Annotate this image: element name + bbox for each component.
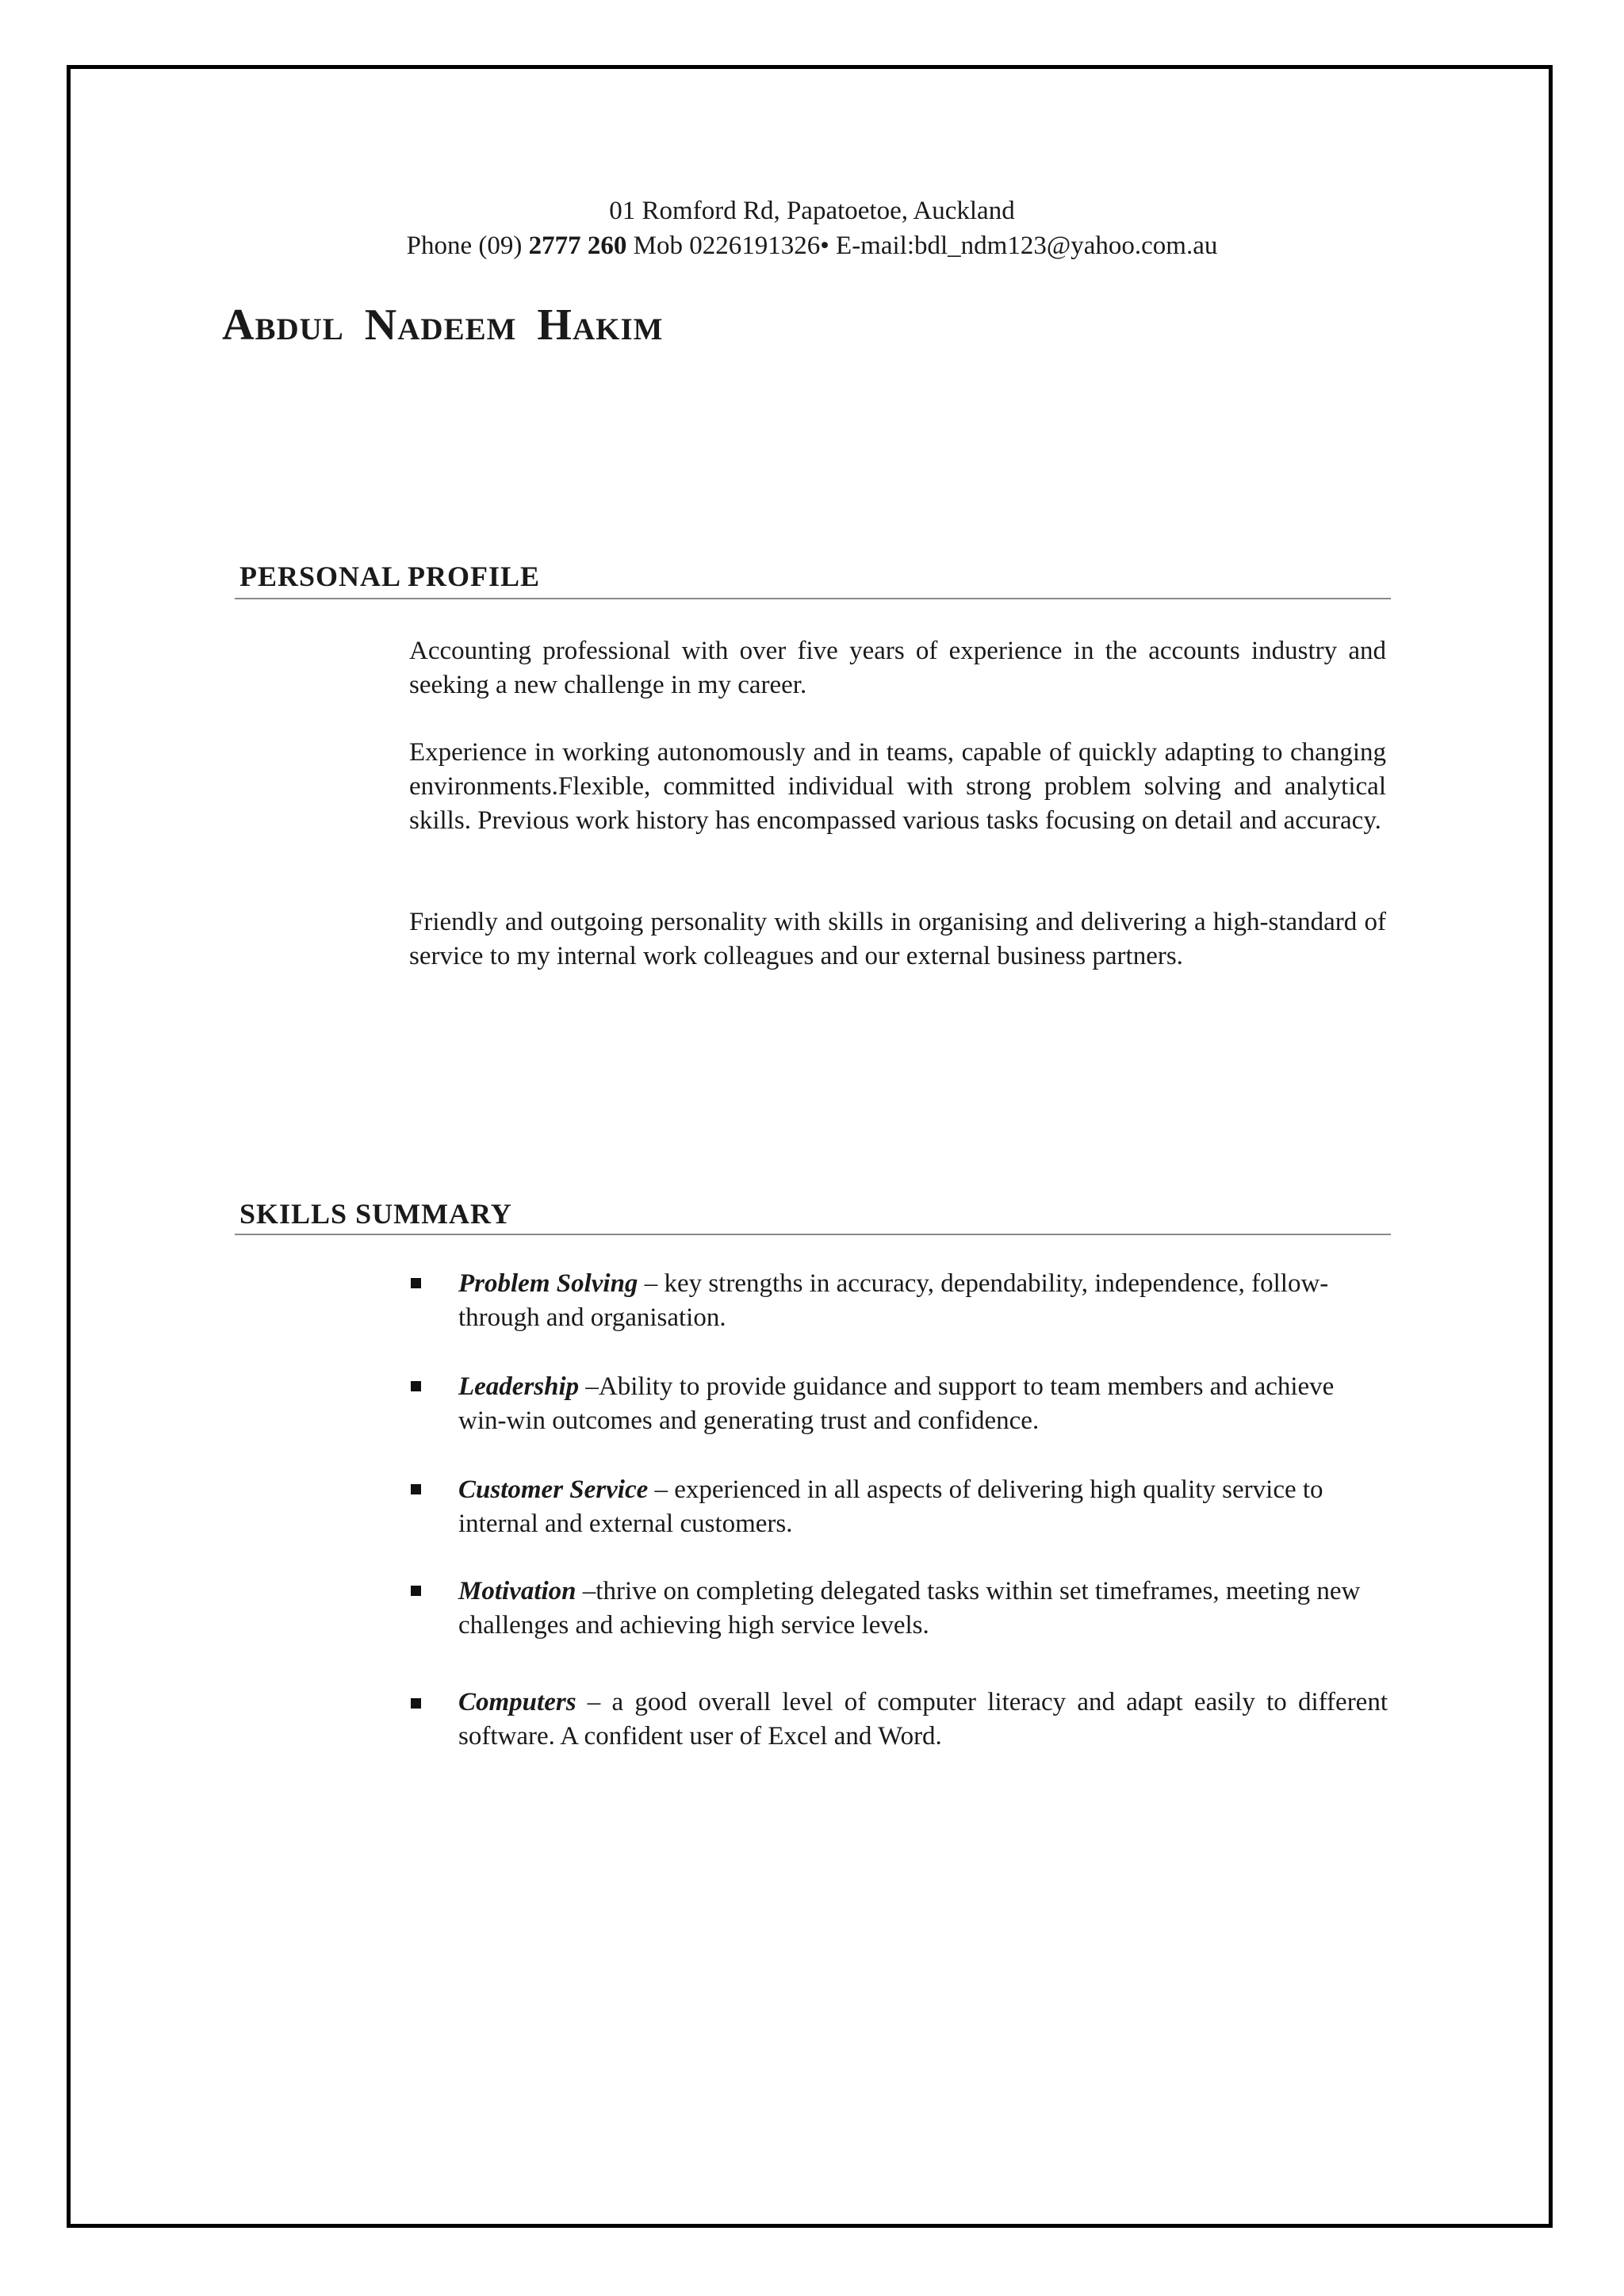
name-first: Abdul: [222, 300, 344, 350]
candidate-name: [222, 300, 663, 350]
skill-term: Problem Solving: [458, 1269, 638, 1298]
personal-profile-rule: [235, 598, 1391, 599]
profile-paragraph-3: Friendly and outgoing personality with skills in organising and delivering a high-standard of service to my internal work colleagues and our external business partners.: [409, 908, 1386, 970]
bullet-icon: [411, 1381, 421, 1391]
skill-description: – experienced in all aspects of delivering high quality service to internal and external customers.: [458, 1475, 1323, 1538]
skill-item-motivation: [458, 1575, 1388, 1643]
skill-item-computers: [458, 1686, 1388, 1754]
address-line: 01 Romford Rd, Papatoetoe, Auckland: [609, 197, 1015, 225]
profile-paragraph-1: Accounting professional with over five years of experience in the accounts industry and seeking a new challenge in my career.: [409, 637, 1386, 699]
skill-term: Motivation: [458, 1577, 576, 1605]
phone-number: 2777 260: [528, 232, 627, 260]
page-border: [67, 65, 1553, 2228]
contact-line: [0, 228, 1624, 263]
bullet-icon: [411, 1484, 421, 1494]
personal-profile-heading: PERSONAL PROFILE: [239, 561, 541, 592]
skill-description: – key strengths in accuracy, dependability, independence, follow-through and organisation.: [458, 1269, 1329, 1332]
mobile-email: Mob 0226191326• E-mail:bdl_ndm123@yahoo.com.au: [626, 232, 1218, 260]
skill-item-leadership: [458, 1370, 1388, 1438]
bullet-icon: [411, 1586, 421, 1596]
bullet-icon: [411, 1698, 421, 1709]
skill-term: Customer Service: [458, 1475, 649, 1504]
name-last: Hakim: [537, 300, 664, 350]
skill-term: Leadership: [458, 1372, 580, 1401]
name-middle: Nadeem: [364, 300, 517, 350]
profile-paragraph-2: Experience in working autonomously and in teams, capable of quickly adapting to changing environments.Flexible, committed individual with strong problem solving and analytical skills. Previous work history has encompassed various tasks focusing on detail and accuracy.: [409, 738, 1386, 835]
skill-description: – a good overall level of computer literacy and adapt easily to different software. A confident user of Excel and Word.: [458, 1688, 1388, 1751]
skill-item-problem-solving: [458, 1267, 1388, 1335]
skill-item-customer-service: [458, 1473, 1388, 1541]
skills-summary-heading: SKILLS SUMMARY: [239, 1198, 512, 1230]
skills-summary-rule: [235, 1234, 1391, 1235]
skill-term: Computers: [458, 1688, 576, 1716]
skill-description: –Ability to provide guidance and support to team members and achieve win-win outcomes and generating trust and confidence.: [458, 1372, 1335, 1435]
phone-label: Phone (09): [406, 232, 529, 260]
bullet-icon: [411, 1278, 421, 1288]
skill-description: –thrive on completing delegated tasks within set timeframes, meeting new challenges and achieving high service levels.: [458, 1577, 1361, 1640]
